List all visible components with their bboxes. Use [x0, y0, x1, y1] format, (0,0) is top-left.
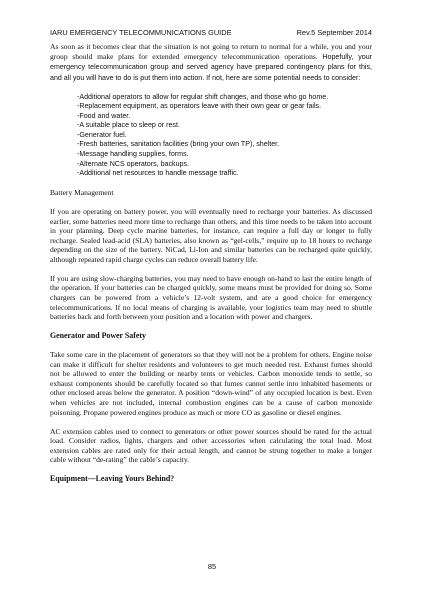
list-item: -Replacement equipment, as operators leave with their own gear or gear fails. [77, 102, 322, 111]
page-content [50, 42, 372, 493]
list-item: -Fresh batteries, sanitation facilities (bring your own TP), shelter. [77, 140, 280, 149]
page-header [50, 28, 372, 37]
battery-paragraph-1: If you are operating on battery power, you will eventually need to recharge your batteries. As discussed earlier, some batteries need more time to recharge than others, and this time needs to be taken into account in your planning. Deep cycle marine batteries, for instance, can require a full day or longer to fully recharge. Sealed lead-acid (SLA) batteries, also known as “gel-cells,” require up to 18 hours to recharge depending on the size of the battery. NiCad, Li-Ion and similar batteries can be recharged quite quickly, although repeated rapid charge cycles can reduce overall battery life. [50, 207, 372, 264]
generator-heading: Generator and Power Safety [50, 331, 146, 341]
generator-paragraph-2: AC extension cables used to connect to generators or other power sources should be rated for the actual load. Consider radios, lights, chargers and other accessories when calculating the total load. Most extension cables are rated only for their actual length, and cannot be strung together to make a longer cable without “de-rating” the cable’s capacity. [50, 426, 372, 465]
list-item: -Generator fuel. [77, 130, 127, 139]
list-item: -Additional net resources to handle message traffic. [77, 169, 239, 178]
list-item: -Food and water. [77, 111, 131, 120]
equipment-heading: Equipment—Leaving Yours Behind? [50, 474, 175, 484]
list-item: -A suitable place to sleep or rest. [77, 121, 180, 130]
list-item: -Message handling supplies, forms. [77, 149, 189, 158]
header-title: IARU EMERGENCY TELECOMMUNICATIONS GUIDE [50, 28, 232, 37]
intro-text-serif: As soon as it becomes clear that the situation is not going to return to normal for a while, you and your group should make plans for extended emergency telecommunication operations. [50, 42, 372, 61]
list-item: -Alternate NCS operators, backups. [77, 159, 189, 168]
generator-paragraph-1: Take some care in the placement of generators so that they will not be a problem for others. Engine noise can make it difficult for shelter residents and volunteers to get much needed rest. Exhaust fumes should not be allowed to enter the building or nearby tents or vehicles. Carbon monoxide tends to settle, so exhaust components should be carefully located so that fumes cannot settle into inhabited basements or other enclosed areas below the generator. A position “down-wind” of any occupied location is best. Even when vehicles are not included, internal combustion engines can be a cause of carbon monoxide poisoning. Propane powered engines produce as much or more CO as gasoline or diesel engines. [50, 350, 372, 417]
header-revision: Rev.5 September 2014 [296, 28, 372, 37]
intro-paragraph [50, 42, 372, 83]
page-number: 85 [207, 562, 217, 571]
battery-paragraph-2: If you are using slow-charging batteries, you may need to have enough on-hand to last the entire length of the operation. If your batteries can be charged quickly, some means must be provided for doing so. Some chargers can be powered from a vehicle’s 12-volt system, and are a good choice for emergency telecommunications. If no local means of charging is available, your logistics team may need to shuttle batteries back and forth between your position and a location with power and chargers. [50, 273, 372, 322]
intro-text-sans: Hopefully, your emergency telecommunication group and served agency have prepared contingency plans for this, and all you will have to do is put them into action. If not, here are some potential needs to consider: [50, 52, 372, 82]
list-item: -Additional operators to allow for regular shift changes, and those who go home. [77, 92, 329, 101]
battery-heading: Battery Management [50, 188, 114, 198]
needs-list [50, 93, 372, 179]
